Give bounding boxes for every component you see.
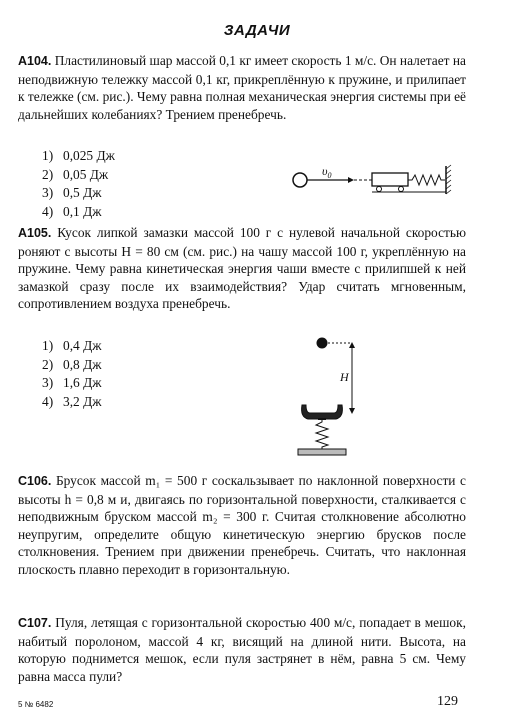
problem-number: А105. [18,226,52,240]
answer-option: 4) 3,2 Дж [42,393,102,409]
answer-option: 3) 0,5 Дж [42,185,102,200]
ball-cart-spring-figure [288,160,458,200]
cup [302,405,343,419]
answer-list-a104 [42,147,115,221]
problem-a104 [18,52,466,123]
answer-option: 3) 1,6 Дж [42,375,102,390]
problem-c106 [18,472,466,578]
problem-number: С106. [18,474,52,488]
cart-wheel [399,187,404,192]
answer-option: 2) 0,05 Дж [42,166,109,182]
height-label: H [340,370,349,384]
problem-a105 [18,224,466,313]
spring [408,175,445,185]
base-plate [298,449,346,455]
problem-text: Кусок липкой замазки массой 100 г с нулевой начальной скоростью роняют с высоты H = 80 см (см. рис.) на чашу массой 100 г, укреплённую на пружине. Чему равна кинетическая энергия чаши вместе с прилипшей к ней замазкой сразу после их взаимодействия? Удар считать мгновенным, сопротивлением воздуха пренебречь. [18,225,466,311]
problem-c107 [18,614,466,685]
problem-text: Брусок массой m₁ = 500 г соскальзывает по наклонной поверхности с высоты h = 0,8 м и, двигаясь по горизонтальной поверхности, сталкивается с неподвижным бруском массой m₂ = 300 г. Считая столкновение абсолютно неупругим, определите общую кинетическую энергию брусков после столкновения. Трением при движении пренебречь. Считать, что наклонная плоскость плавно переходит в горизонтальную. [18,473,466,577]
problem-number: А104. [18,54,52,68]
print-signature: 5 № 6482 [18,700,54,709]
page-number: 129 [437,694,458,709]
spring [316,419,328,449]
cart [372,173,408,186]
problem-number: С107. [18,616,52,630]
answer-list-a105 [42,337,101,411]
section-title: ЗАДАЧИ [223,22,291,39]
arrowhead [348,177,354,183]
answer-option: 1) 0,4 Дж [42,338,102,353]
putty-ball [317,338,328,349]
answer-option: 2) 0,8 Дж [42,356,102,372]
problem-text: Пластилиновый шар массой 0,1 кг имеет скорость 1 м/с. Он налетает на неподвижную тележку массой 0,1 кг, прикреплённую к пружине, и прилипает к тележке (см. рис.). Чему равна полная механическая энергия системы при её дальнейших колебаниях? Трением пренебречь. [18,53,466,122]
problem-text: Пуля, летящая с горизонтальной скоростью 400 м/с, попадает в мешок, набитый поролоном, массой 4 кг, висящий на длиной нити. Высота, на которую поднимется мешок, если пуля застрянет в нём, равна 5 см. Чему равна масса пули? [18,615,466,684]
falling-putty-figure [288,333,368,463]
cart-wheel [377,187,382,192]
velocity-label: $\upsilon_0$ [322,164,332,180]
arrowhead [349,408,355,414]
plasticine-ball [293,173,307,187]
answer-option: 4) 0,1 Дж [42,203,102,219]
answer-option: 1) 0,025 Дж [42,148,115,163]
